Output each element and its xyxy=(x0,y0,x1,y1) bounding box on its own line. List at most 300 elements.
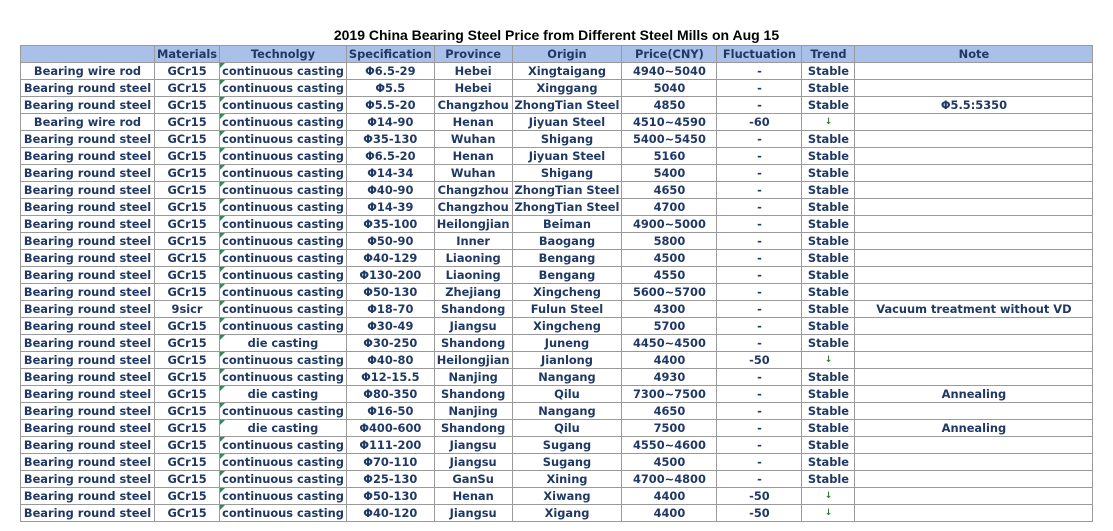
origin-cell: Xingtaigang xyxy=(512,63,622,80)
price-cell: 4700 xyxy=(622,199,717,216)
table-row xyxy=(21,250,1093,267)
header-note: Note xyxy=(855,46,1093,63)
technology-cell: continuous casting xyxy=(220,369,347,386)
product-cell: Bearing round steel xyxy=(21,80,155,97)
province-cell: Shandong xyxy=(434,301,512,318)
price-cell: 4400 xyxy=(622,352,717,369)
materials-cell: GCr15 xyxy=(155,114,220,131)
fluctuation-cell: - xyxy=(717,97,802,114)
product-cell: Bearing round steel xyxy=(21,471,155,488)
header-row xyxy=(21,46,1093,63)
note-cell: Annealing xyxy=(855,386,1093,403)
origin-cell: Xining xyxy=(512,471,622,488)
table-row xyxy=(21,182,1093,199)
fluctuation-cell: - xyxy=(717,471,802,488)
trend-cell: Stable xyxy=(802,454,855,471)
price-cell: 5400~5450 xyxy=(622,131,717,148)
origin-cell: Fulun Steel xyxy=(512,301,622,318)
note-cell xyxy=(855,63,1093,80)
product-cell: Bearing round steel xyxy=(21,488,155,505)
origin-cell: Xiwang xyxy=(512,488,622,505)
table-row xyxy=(21,335,1093,352)
technology-cell: continuous casting xyxy=(220,301,347,318)
fluctuation-cell: - xyxy=(717,233,802,250)
origin-cell: Jianlong xyxy=(512,352,622,369)
origin-cell: Nangang xyxy=(512,403,622,420)
origin-cell: ZhongTian Steel xyxy=(512,199,622,216)
table-row xyxy=(21,148,1093,165)
fluctuation-cell: - xyxy=(717,301,802,318)
table-row xyxy=(21,199,1093,216)
trend-cell: Stable xyxy=(802,420,855,437)
note-cell xyxy=(855,165,1093,182)
technology-cell: continuous casting xyxy=(220,437,347,454)
table-row xyxy=(21,301,1093,318)
origin-cell: Baogang xyxy=(512,233,622,250)
materials-cell: GCr15 xyxy=(155,488,220,505)
technology-cell: continuous casting xyxy=(220,182,347,199)
trend-cell: Stable xyxy=(802,471,855,488)
province-cell: Nanjing xyxy=(434,403,512,420)
fluctuation-cell: -50 xyxy=(717,488,802,505)
note-cell xyxy=(855,454,1093,471)
table-row xyxy=(21,505,1093,522)
price-cell: 4930 xyxy=(622,369,717,386)
fluctuation-cell: - xyxy=(717,454,802,471)
province-cell: Zhejiang xyxy=(434,284,512,301)
note-cell xyxy=(855,148,1093,165)
table-row xyxy=(21,97,1093,114)
origin-cell: Shigang xyxy=(512,131,622,148)
specification-cell: Φ40-90 xyxy=(346,182,434,199)
specification-cell: Φ50-130 xyxy=(346,488,434,505)
materials-cell: GCr15 xyxy=(155,267,220,284)
header-specification: Specification xyxy=(346,46,434,63)
province-cell: Heilongjian xyxy=(434,216,512,233)
trend-cell: Stable xyxy=(802,403,855,420)
origin-cell: Qilu xyxy=(512,420,622,437)
table-row xyxy=(21,318,1093,335)
materials-cell: GCr15 xyxy=(155,471,220,488)
price-cell: 4500 xyxy=(622,454,717,471)
origin-cell: Bengang xyxy=(512,250,622,267)
materials-cell: GCr15 xyxy=(155,148,220,165)
table-row xyxy=(21,369,1093,386)
product-cell: Bearing round steel xyxy=(21,182,155,199)
materials-cell: GCr15 xyxy=(155,131,220,148)
origin-cell: Jiyuan Steel xyxy=(512,114,622,131)
note-cell xyxy=(855,403,1093,420)
price-cell: 4850 xyxy=(622,97,717,114)
fluctuation-cell: - xyxy=(717,182,802,199)
product-cell: Bearing round steel xyxy=(21,216,155,233)
note-cell xyxy=(855,250,1093,267)
price-cell: 4550~4600 xyxy=(622,437,717,454)
table-row xyxy=(21,488,1093,505)
technology-cell: continuous casting xyxy=(220,284,347,301)
specification-cell: Φ130-200 xyxy=(346,267,434,284)
price-cell: 5160 xyxy=(622,148,717,165)
fluctuation-cell: - xyxy=(717,369,802,386)
product-cell: Bearing wire rod xyxy=(21,114,155,131)
province-cell: Wuhan xyxy=(434,165,512,182)
technology-cell: continuous casting xyxy=(220,505,347,522)
materials-cell: GCr15 xyxy=(155,165,220,182)
trend-cell: Stable xyxy=(802,182,855,199)
technology-cell: continuous casting xyxy=(220,80,347,97)
specification-cell: Φ6.5-29 xyxy=(346,63,434,80)
header-blank xyxy=(21,46,155,63)
trend-cell: Stable xyxy=(802,250,855,267)
specification-cell: Φ111-200 xyxy=(346,437,434,454)
specification-cell: Φ12-15.5 xyxy=(346,369,434,386)
product-cell: Bearing wire rod xyxy=(21,63,155,80)
technology-cell: die casting xyxy=(220,420,347,437)
province-cell: GanSu xyxy=(434,471,512,488)
trend-cell: Stable xyxy=(802,284,855,301)
trend-cell: Stable xyxy=(802,216,855,233)
price-table xyxy=(20,45,1093,522)
specification-cell: Φ40-120 xyxy=(346,505,434,522)
specification-cell: Φ30-49 xyxy=(346,318,434,335)
province-cell: Hebei xyxy=(434,80,512,97)
province-cell: Henan xyxy=(434,488,512,505)
note-cell xyxy=(855,182,1093,199)
header-technology: Technolgy xyxy=(220,46,347,63)
technology-cell: continuous casting xyxy=(220,352,347,369)
origin-cell: Juneng xyxy=(512,335,622,352)
note-cell xyxy=(855,335,1093,352)
technology-cell: continuous casting xyxy=(220,250,347,267)
materials-cell: GCr15 xyxy=(155,284,220,301)
province-cell: Changzhou xyxy=(434,199,512,216)
specification-cell: Φ35-100 xyxy=(346,216,434,233)
fluctuation-cell: - xyxy=(717,250,802,267)
province-cell: Jiangsu xyxy=(434,318,512,335)
header-province: Province xyxy=(434,46,512,63)
origin-cell: Xinggang xyxy=(512,80,622,97)
technology-cell: continuous casting xyxy=(220,131,347,148)
table-row xyxy=(21,233,1093,250)
trend-cell: Stable xyxy=(802,386,855,403)
fluctuation-cell: - xyxy=(717,216,802,233)
technology-cell: continuous casting xyxy=(220,199,347,216)
technology-cell: continuous casting xyxy=(220,267,347,284)
note-cell xyxy=(855,488,1093,505)
price-cell: 7500 xyxy=(622,420,717,437)
price-cell: 4650 xyxy=(622,182,717,199)
specification-cell: Φ6.5-20 xyxy=(346,148,434,165)
province-cell: Changzhou xyxy=(434,97,512,114)
table-row xyxy=(21,165,1093,182)
fluctuation-cell: - xyxy=(717,284,802,301)
materials-cell: GCr15 xyxy=(155,233,220,250)
product-cell: Bearing round steel xyxy=(21,131,155,148)
product-cell: Bearing round steel xyxy=(21,420,155,437)
province-cell: Shandong xyxy=(434,420,512,437)
materials-cell: 9sicr xyxy=(155,301,220,318)
technology-cell: continuous casting xyxy=(220,403,347,420)
table-row xyxy=(21,420,1093,437)
trend-cell: Stable xyxy=(802,131,855,148)
origin-cell: Sugang xyxy=(512,454,622,471)
fluctuation-cell: - xyxy=(717,131,802,148)
note-cell xyxy=(855,131,1093,148)
province-cell: Heilongjian xyxy=(434,352,512,369)
fluctuation-cell: - xyxy=(717,420,802,437)
specification-cell: Φ14-39 xyxy=(346,199,434,216)
specification-cell: Φ35-130 xyxy=(346,131,434,148)
origin-cell: Shigang xyxy=(512,165,622,182)
price-cell: 4400 xyxy=(622,488,717,505)
materials-cell: GCr15 xyxy=(155,250,220,267)
product-cell: Bearing round steel xyxy=(21,233,155,250)
header-origin: Origin xyxy=(512,46,622,63)
technology-cell: continuous casting xyxy=(220,97,347,114)
note-cell xyxy=(855,471,1093,488)
materials-cell: GCr15 xyxy=(155,199,220,216)
product-cell: Bearing round steel xyxy=(21,250,155,267)
price-cell: 4500 xyxy=(622,250,717,267)
fluctuation-cell: - xyxy=(717,335,802,352)
fluctuation-cell: - xyxy=(717,318,802,335)
price-cell: 4510~4590 xyxy=(622,114,717,131)
origin-cell: Beiman xyxy=(512,216,622,233)
trend-cell: Stable xyxy=(802,165,855,182)
trend-cell: Stable xyxy=(802,199,855,216)
page-title: 2019 China Bearing Steel Price from Different Steel Mills on Aug 15 xyxy=(333,27,780,43)
table-row xyxy=(21,471,1093,488)
header-fluctuation: Fluctuation xyxy=(717,46,802,63)
materials-cell: GCr15 xyxy=(155,454,220,471)
trend-cell: Stable xyxy=(802,63,855,80)
fluctuation-cell: - xyxy=(717,403,802,420)
materials-cell: GCr15 xyxy=(155,386,220,403)
trend-cell: Stable xyxy=(802,267,855,284)
price-cell: 7300~7500 xyxy=(622,386,717,403)
materials-cell: GCr15 xyxy=(155,505,220,522)
price-cell: 4900~5000 xyxy=(622,216,717,233)
product-cell: Bearing round steel xyxy=(21,148,155,165)
note-cell xyxy=(855,437,1093,454)
materials-cell: GCr15 xyxy=(155,97,220,114)
materials-cell: GCr15 xyxy=(155,352,220,369)
trend-cell: Stable xyxy=(802,233,855,250)
fluctuation-cell: - xyxy=(717,148,802,165)
specification-cell: Φ5.5 xyxy=(346,80,434,97)
province-cell: Inner xyxy=(434,233,512,250)
product-cell: Bearing round steel xyxy=(21,386,155,403)
province-cell: Changzhou xyxy=(434,182,512,199)
materials-cell: GCr15 xyxy=(155,63,220,80)
technology-cell: continuous casting xyxy=(220,63,347,80)
specification-cell: Φ25-130 xyxy=(346,471,434,488)
product-cell: Bearing round steel xyxy=(21,97,155,114)
trend-cell: Stable xyxy=(802,318,855,335)
specification-cell: Φ16-50 xyxy=(346,403,434,420)
table-body xyxy=(21,63,1093,522)
province-cell: Jiangsu xyxy=(434,454,512,471)
price-cell: 5400 xyxy=(622,165,717,182)
province-cell: Shandong xyxy=(434,335,512,352)
product-cell: Bearing round steel xyxy=(21,165,155,182)
fluctuation-cell: - xyxy=(717,267,802,284)
header-trend: Trend xyxy=(802,46,855,63)
materials-cell: GCr15 xyxy=(155,403,220,420)
product-cell: Bearing round steel xyxy=(21,284,155,301)
materials-cell: GCr15 xyxy=(155,318,220,335)
origin-cell: Xigang xyxy=(512,505,622,522)
note-cell xyxy=(855,369,1093,386)
fluctuation-cell: - xyxy=(717,63,802,80)
fluctuation-cell: - xyxy=(717,386,802,403)
price-cell: 5600~5700 xyxy=(622,284,717,301)
technology-cell: continuous casting xyxy=(220,318,347,335)
origin-cell: Bengang xyxy=(512,267,622,284)
province-cell: Liaoning xyxy=(434,250,512,267)
price-cell: 4300 xyxy=(622,301,717,318)
specification-cell: Φ40-129 xyxy=(346,250,434,267)
materials-cell: GCr15 xyxy=(155,437,220,454)
product-cell: Bearing round steel xyxy=(21,454,155,471)
technology-cell: continuous casting xyxy=(220,471,347,488)
header-price: Price(CNY) xyxy=(622,46,717,63)
specification-cell: Φ18-70 xyxy=(346,301,434,318)
note-cell xyxy=(855,80,1093,97)
province-cell: Henan xyxy=(434,114,512,131)
note-cell xyxy=(855,199,1093,216)
product-cell: Bearing round steel xyxy=(21,403,155,420)
note-cell xyxy=(855,284,1093,301)
province-cell: Henan xyxy=(434,148,512,165)
table-row xyxy=(21,403,1093,420)
materials-cell: GCr15 xyxy=(155,335,220,352)
price-cell: 5800 xyxy=(622,233,717,250)
technology-cell: continuous casting xyxy=(220,216,347,233)
province-cell: Liaoning xyxy=(434,267,512,284)
trend-cell: Stable xyxy=(802,148,855,165)
header-materials: Materials xyxy=(155,46,220,63)
origin-cell: Sugang xyxy=(512,437,622,454)
technology-cell: continuous casting xyxy=(220,165,347,182)
table-row xyxy=(21,216,1093,233)
note-cell xyxy=(855,267,1093,284)
origin-cell: ZhongTian Steel xyxy=(512,97,622,114)
trend-cell: Stable xyxy=(802,97,855,114)
specification-cell: Φ14-34 xyxy=(346,165,434,182)
fluctuation-cell: -50 xyxy=(717,505,802,522)
table-row xyxy=(21,114,1093,131)
trend-down-icon: ↓ xyxy=(802,505,855,522)
trend-cell: Stable xyxy=(802,335,855,352)
trend-down-icon: ↓ xyxy=(802,352,855,369)
table-row xyxy=(21,63,1093,80)
fluctuation-cell: - xyxy=(717,437,802,454)
price-cell: 4940~5040 xyxy=(622,63,717,80)
technology-cell: continuous casting xyxy=(220,454,347,471)
fluctuation-cell: - xyxy=(717,80,802,97)
trend-cell: Stable xyxy=(802,301,855,318)
trend-down-icon: ↓ xyxy=(802,114,855,131)
product-cell: Bearing round steel xyxy=(21,301,155,318)
trend-cell: Stable xyxy=(802,437,855,454)
price-cell: 4450~4500 xyxy=(622,335,717,352)
price-cell: 4400 xyxy=(622,505,717,522)
product-cell: Bearing round steel xyxy=(21,437,155,454)
product-cell: Bearing round steel xyxy=(21,318,155,335)
technology-cell: continuous casting xyxy=(220,148,347,165)
province-cell: Shandong xyxy=(434,386,512,403)
table-row xyxy=(21,267,1093,284)
province-cell: Hebei xyxy=(434,63,512,80)
table-row xyxy=(21,437,1093,454)
table-row xyxy=(21,454,1093,471)
note-cell: Φ5.5:5350 xyxy=(855,97,1093,114)
product-cell: Bearing round steel xyxy=(21,505,155,522)
trend-cell: Stable xyxy=(802,369,855,386)
province-cell: Wuhan xyxy=(434,131,512,148)
fluctuation-cell: -50 xyxy=(717,352,802,369)
fluctuation-cell: -60 xyxy=(717,114,802,131)
specification-cell: Φ5.5-20 xyxy=(346,97,434,114)
table-row xyxy=(21,131,1093,148)
technology-cell: die casting xyxy=(220,335,347,352)
province-cell: Jiangsu xyxy=(434,505,512,522)
technology-cell: continuous casting xyxy=(220,233,347,250)
specification-cell: Φ40-80 xyxy=(346,352,434,369)
specification-cell: Φ70-110 xyxy=(346,454,434,471)
materials-cell: GCr15 xyxy=(155,216,220,233)
table-row xyxy=(21,80,1093,97)
origin-cell: Qilu xyxy=(512,386,622,403)
province-cell: Jiangsu xyxy=(434,437,512,454)
trend-cell: Stable xyxy=(802,80,855,97)
product-cell: Bearing round steel xyxy=(21,267,155,284)
origin-cell: Jiyuan Steel xyxy=(512,148,622,165)
origin-cell: Xingcheng xyxy=(512,318,622,335)
trend-down-icon: ↓ xyxy=(802,488,855,505)
table-row xyxy=(21,386,1093,403)
price-cell: 4700~4800 xyxy=(622,471,717,488)
origin-cell: Xingcheng xyxy=(512,284,622,301)
price-cell: 4650 xyxy=(622,403,717,420)
origin-cell: Nangang xyxy=(512,369,622,386)
note-cell: Annealing xyxy=(855,420,1093,437)
note-cell: Vacuum treatment without VD xyxy=(855,301,1093,318)
table-row xyxy=(21,352,1093,369)
fluctuation-cell: - xyxy=(717,165,802,182)
technology-cell: continuous casting xyxy=(220,114,347,131)
note-cell xyxy=(855,318,1093,335)
technology-cell: continuous casting xyxy=(220,488,347,505)
note-cell xyxy=(855,505,1093,522)
materials-cell: GCr15 xyxy=(155,80,220,97)
product-cell: Bearing round steel xyxy=(21,199,155,216)
province-cell: Nanjing xyxy=(434,369,512,386)
specification-cell: Φ400-600 xyxy=(346,420,434,437)
note-cell xyxy=(855,216,1093,233)
origin-cell: ZhongTian Steel xyxy=(512,182,622,199)
note-cell xyxy=(855,352,1093,369)
fluctuation-cell: - xyxy=(717,199,802,216)
product-cell: Bearing round steel xyxy=(21,335,155,352)
table-row xyxy=(21,284,1093,301)
specification-cell: Φ50-130 xyxy=(346,284,434,301)
technology-cell: die casting xyxy=(220,386,347,403)
specification-cell: Φ14-90 xyxy=(346,114,434,131)
price-cell: 5040 xyxy=(622,80,717,97)
materials-cell: GCr15 xyxy=(155,182,220,199)
